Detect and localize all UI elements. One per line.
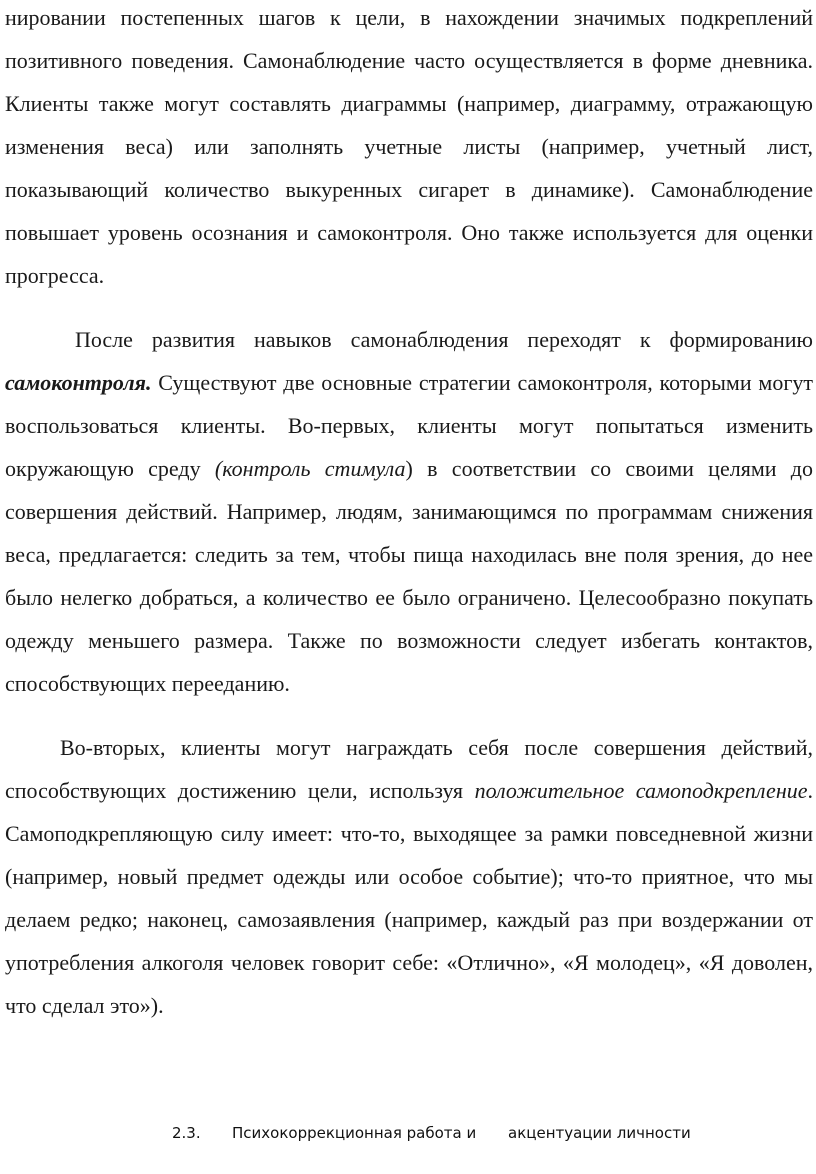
document-page bbox=[5, 0, 813, 1027]
paragraph-self-control bbox=[5, 318, 813, 705]
p3-text-c: . Самоподкрепляющую силу имеет: что-то, выходящее за рамки повседневной жизни (например, новый предмет одежды или особое событие); что-то приятное, что мы делаем редко; наконец, самозаявления (например, каждый раз при воздержании от употребления алкоголя человек говорит себе: «Отлично», «Я молодец», «Я доволен, что сделал это»). bbox=[5, 778, 813, 1018]
p2-text-c: Существуют две основные стратегии самоконтроля, которыми могут воспользоваться клиенты. Во-первых, клиенты могут попытаться изменить окружающую среду bbox=[5, 370, 813, 481]
p2-text-a: После развития навыков самонаблюдения переходят к формированию bbox=[75, 327, 813, 352]
p2-text-e: ) в соответствии со своими целями до совершения действий. Например, людям, занимающимся по программам снижения веса, предлагается: следить за тем, чтобы пища находилась вне поля зрения, до нее было нелегко добраться, а количество ее было ограничено. Целесообразно покупать одежду меньшего размера. Также по возможности следует избегать контактов, способствующих перееданию. bbox=[5, 456, 813, 696]
paragraph-self-reinforcement bbox=[5, 726, 813, 1027]
term-positive-self-reinforcement: положительное самоподкрепление bbox=[474, 778, 808, 803]
section-title-part2: акцентуации личности bbox=[508, 1124, 691, 1142]
p3-text-a: Во-вторых, клиенты могут награждать себя после совершения действий, способствующих достижению цели, используя bbox=[5, 735, 813, 803]
term-self-control: самоконтроля. bbox=[5, 370, 152, 395]
section-title-part1: Психокоррекционная работа и bbox=[232, 1124, 477, 1142]
term-stimulus-control: (контроль стимула bbox=[214, 456, 406, 481]
paragraph-self-observation: нировании постепенных шагов к цели, в нахождении значимых подкреплений позитивного поведения. Самонаблюдение часто осуществляется в форме дневника. Клиенты также могут составлять диаграммы (например, диаграмму, отражающую изменения веса) или заполнять учетные листы (например, учетный лист, показывающий количество выкуренных сигарет в динамике). Самонаблюдение повышает уровень осознания и самоконтроля. Оно также используется для оценки прогресса. bbox=[5, 5, 813, 288]
section-number: 2.3. bbox=[172, 1124, 201, 1142]
